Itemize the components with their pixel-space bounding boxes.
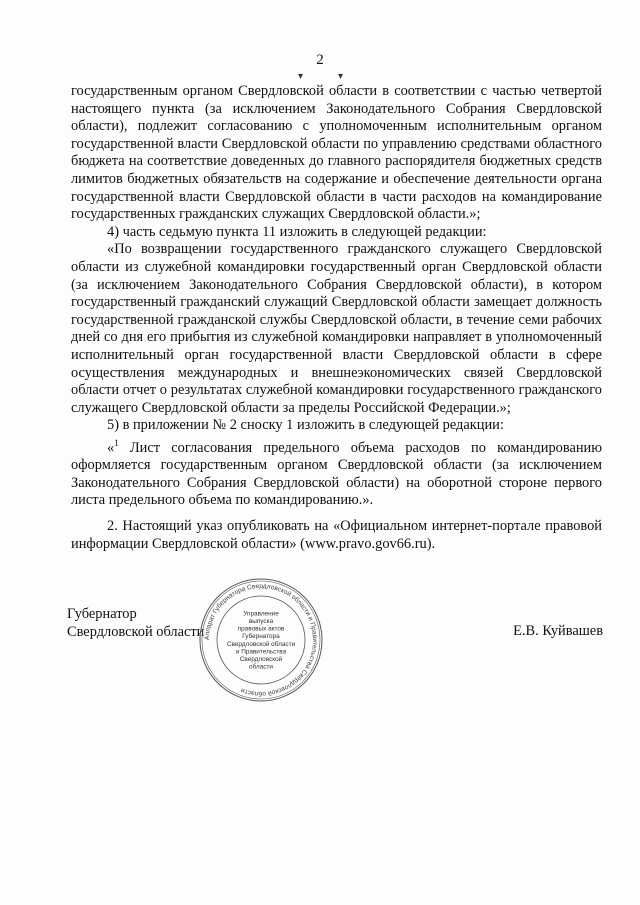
- signature-title-line: Свердловской области: [67, 624, 205, 640]
- stamp-center-line: и Правительства: [235, 648, 287, 656]
- stamp-center-line: Свердловской: [239, 656, 283, 663]
- paragraph: 4) часть седьмую пункта 11 изложить в следующей редакции:: [107, 223, 487, 240]
- stamp-center-line: Управление: [243, 610, 279, 618]
- stamp-center-line: Свердловской области: [226, 640, 296, 648]
- paragraph: 2. Настоящий указ опубликовать на «Официальном интернет-портале правовой информации Свердловской области» (www.pravo.gov66.ru).: [71, 518, 602, 552]
- footnote-text: Лист согласования предельного объема расходов по командированию оформляется государственным органом Свердловской области (за исключением Законодательного Собрания Свердловской области) на оборотной стороне первого листа предельного объема по командированию.».: [71, 439, 602, 509]
- paragraph-footnote: «$^1$ Лист согласования предельного объема расходов по командированию оформляется государственным органом Свердловской области (за исключением Законодательного Собрания Свердловской области) на оборотной стороне первого листа предельного объема по командированию.».: [71, 437, 602, 509]
- stamp-ring-text: Аппарат Губернатора Свердловской области и Правительства Свердловской области: [203, 582, 319, 698]
- footnote-mark: 1: [114, 437, 119, 448]
- signature-title: [67, 605, 204, 641]
- official-stamp: [198, 577, 324, 703]
- stamp-center-line: выпуска: [248, 618, 274, 625]
- paragraph: государственным органом Свердловской области в соответствии с частью четвертой настоящего пункта (за исключением Законодательного Собрания Свердловской области), подлежит согласованию с уполномоченным исполнительным органом государственной власти Свердловской области по управлению средствами областного бюджета на соответствие доведенных до главного распорядителя бюджетных средств лимитов бюджетных обязательств на содержание и обеспечение деятельности органа государственной власти Свердловской области в части расходов на командирование государственных гражданских служащих Свердловской области.»;: [71, 83, 602, 223]
- scan-mark: ▾: [338, 71, 344, 82]
- page-number: 2: [316, 52, 324, 68]
- signature-title-line: Губернатор: [67, 606, 137, 622]
- paragraph: 5) в приложении № 2 сноску 1 изложить в следующей редакции:: [107, 417, 504, 434]
- stamp-center-line: Губернатора: [242, 633, 280, 641]
- scan-mark: ▾: [298, 71, 304, 82]
- signature-name: Е.В. Куйвашев: [513, 623, 603, 639]
- stamp-center-line: правовых актов: [237, 625, 285, 633]
- paragraph: «По возвращении государственного гражданского служащего Свердловской области из служебной командировки государственный орган Свердловской области (за исключением Законодательного Собрания Свердловской области), в котором государственный гражданский служащий Свердловской области замещает должность государственной гражданской службы Свердловской области, в течение семи рабочих дней со дня его прибытия из служебной командировки направляет в уполномоченный исполнительный орган государственной власти Свердловской области в сфере осуществления международных и внешнеэкономических связей Свердловской области отчет о результатах служебной командировки государственного гражданского служащего Свердловской области за пределы Российской Федерации.»;: [71, 241, 602, 416]
- stamp-center-line: области: [249, 663, 273, 671]
- document-body: [71, 83, 602, 553]
